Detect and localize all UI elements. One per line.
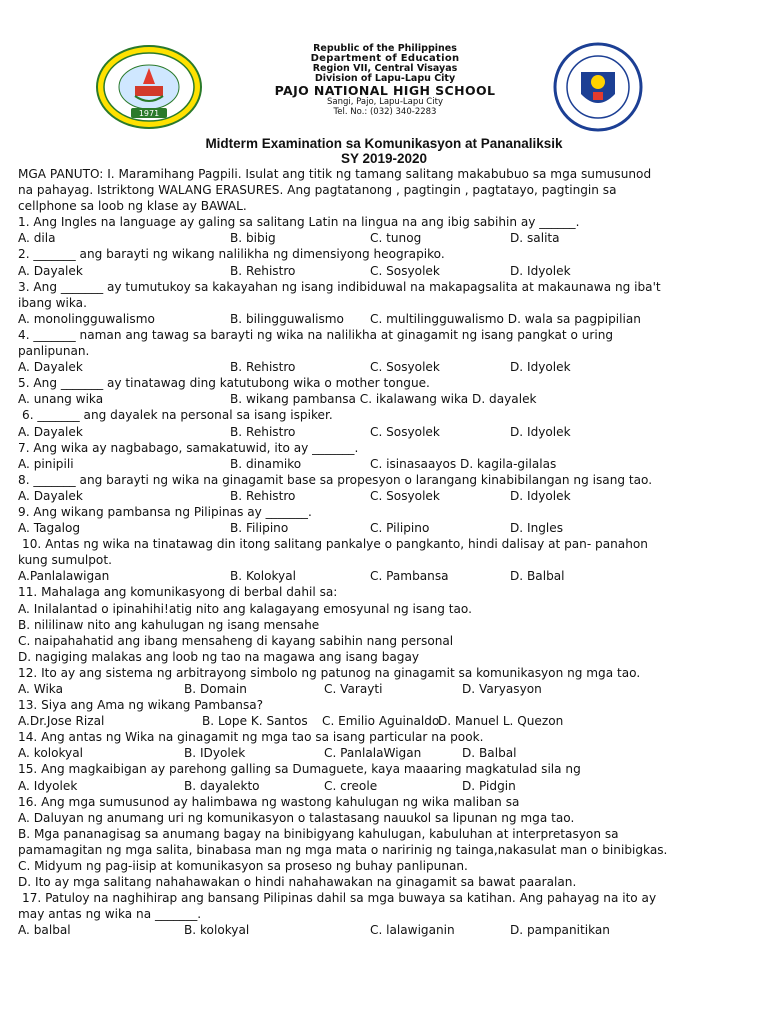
instructions-line: MGA PANUTO: I. Maramihang Pagpili. Isulat ang titik ng tamang salitang makabubuo sa mga sumusunod <box>18 167 652 181</box>
option-b: B. Rehistro <box>230 263 296 278</box>
deped-seal-icon <box>553 42 643 132</box>
option-b: B. Filipino <box>230 521 289 536</box>
question-17: 17. Patuloy na naghihirap ang bansang Pilipinas dahil sa mga buwaya sa katihan. Ang pahayag na ito ay <box>22 891 657 906</box>
exam-title: Midterm Examination sa Komunikasyon at Pananaliksik <box>205 136 563 151</box>
question-13: 13. Siya ang Ama ng wikang Pambansa? <box>18 698 264 713</box>
options-6 <box>18 424 758 440</box>
question-9: 9. Ang wikang pambansa ng Pilipinas ay _______. <box>18 504 312 519</box>
school-address: Sangi, Pajo, Lapu-Lapu City <box>327 97 443 107</box>
svg-text:1971: 1971 <box>138 109 160 118</box>
option-b: B. kolokyal <box>184 923 250 938</box>
options-15 <box>18 778 758 794</box>
school-tel: Tel. No.: (032) 340-2283 <box>333 107 437 117</box>
option-a: A. Dayalek <box>18 488 83 503</box>
option-c-d: C. multilingguwalismo D. wala sa pagpipilian <box>370 311 641 326</box>
option-d: D. Ingles <box>510 521 564 536</box>
option-d: D. Manuel L. Quezon <box>438 714 564 729</box>
options-1 <box>18 230 758 246</box>
option-b: B. IDyolek <box>184 746 246 761</box>
question-12: 12. Ito ay ang sistema ng arbitrayong simbolo ng patunog na ginagamit sa komunikasyon ng mga tao. <box>18 665 641 680</box>
option-d: D. Pidgin <box>462 778 516 793</box>
question-3-cont: ibang wika. <box>18 295 87 310</box>
question-10: 10. Antas ng wika na tinatawag din itong salitang pankalye o pangkanto, hindi dalisay at pan- panahon <box>22 537 648 552</box>
options-13 <box>18 713 758 729</box>
option-a: A. pinipili <box>18 456 74 471</box>
question-17-cont: may antas ng wika na _______. <box>18 907 202 922</box>
region-line: Region VII, Central Visayas <box>312 63 458 74</box>
options-9 <box>18 520 758 536</box>
question-16: 16. Ang mga sumusunod ay halimbawa ng wastong kahulugan ng wika maliban sa <box>18 794 520 809</box>
question-14: 14. Ang antas ng Wika na ginagamit ng mga tao sa isang particular na pook. <box>18 730 484 745</box>
option-b: B. Kolokyal <box>230 569 296 584</box>
options-12 <box>18 681 758 697</box>
school-seal-icon <box>95 44 203 130</box>
republic-line: Republic of the Philippines <box>313 43 457 54</box>
option-c-d: C. isinasaayos D. kagila-gilalas <box>370 456 557 471</box>
option-c: C. Sosyolek <box>370 263 440 278</box>
option-c: C. Pambansa <box>370 569 449 584</box>
option-c: C. PanlalaWigan <box>324 746 422 761</box>
option-b: B. bibig <box>230 231 276 246</box>
option-a: A. kolokyal <box>18 746 83 761</box>
option-a: A. Idyolek <box>18 778 78 793</box>
instructions-line: cellphone sa loob ng klase ay BAWAL. <box>18 199 247 214</box>
option-d: D. Varyasyon <box>462 682 542 696</box>
option-c: C. Sosyolek <box>370 424 440 439</box>
option-c: C. lalawiganin <box>370 923 455 938</box>
option-b-cont: pamamagitan ng mga salita, binabasa man ng mga mata o naririnig ng tainga,nakasulat man o binibigkas. <box>18 842 668 857</box>
option-a: A. Wika <box>18 682 64 696</box>
options-2 <box>18 263 758 279</box>
option-c: C. Emilio Aguinaldo <box>322 714 440 729</box>
options-14 <box>18 745 758 761</box>
option-b: B. Rehistro <box>230 424 296 439</box>
option-a: A. monolingguwalismo <box>18 311 155 326</box>
option-a: A.Dr.Jose Rizal <box>18 714 105 729</box>
option-a: A. balbal <box>18 923 71 938</box>
option-a: A. Dayalek <box>18 263 83 278</box>
question-3: 3. Ang _______ ay tumutukoy sa kakayahan ng isang indibiduwal na makapagsalita at makaunawa ng iba't <box>18 279 661 294</box>
option-c: C. Midyum ng pag-iisip at komunikasyon sa proseso ng buhay panlipunan. <box>18 859 468 874</box>
option-a: A. Daluyan ng anumang uri ng komunikasyon o talastasang nauukol sa lipunan ng mga tao. <box>18 810 575 825</box>
option-d: D. pampanitikan <box>510 923 610 938</box>
question-4: 4. _______ naman ang tawag sa barayti ng wika na nalilikha at ginagamit ng isang pangkat o uring <box>18 327 614 342</box>
option-b: B. dayalekto <box>184 778 260 793</box>
question-10-cont: kung sumulpot. <box>18 553 112 568</box>
question-7: 7. Ang wika ay nagbabago, samakatuwid, ito ay _______. <box>18 440 359 455</box>
option-a: A. dila <box>18 231 56 246</box>
option-c: C. Sosyolek <box>370 360 440 375</box>
option-d: D. Idyolek <box>510 263 571 278</box>
option-c: C. creole <box>324 778 378 793</box>
question-2: 2. _______ ang barayti ng wikang nalilikha ng dimensiyong heograpiko. <box>18 247 445 262</box>
options-3 <box>18 311 758 327</box>
option-a: A. Dayalek <box>18 424 83 439</box>
question-1: 1. Ang Ingles na language ay galing sa salitang Latin na lingua na ang ibig sabihin ay ______. <box>18 215 580 230</box>
options-10 <box>18 568 758 584</box>
option-d: D. Idyolek <box>510 424 571 439</box>
option-a: A. Dayalek <box>18 360 83 375</box>
option-d: D. Idyolek <box>510 488 571 503</box>
option-b-c-d: B. wikang pambansa C. ikalawang wika D. dayalek <box>230 392 537 407</box>
options-7 <box>18 456 758 472</box>
options-5 <box>18 391 758 407</box>
option-d: D. salita <box>510 231 560 246</box>
school-name: PAJO NATIONAL HIGH SCHOOL <box>274 83 496 98</box>
question-6: 6. _______ ang dayalek na personal sa isang ispiker. <box>22 408 333 423</box>
instructions-line: na pahayag. Istriktong WALANG ERASURES. Ang pagtatanong , pagtingin , pagtatayo, pagtingin sa <box>18 183 617 198</box>
option-b: B. Rehistro <box>230 488 296 503</box>
department-line: Department of Education <box>310 53 460 64</box>
option-b: B. bilingguwalismo <box>230 311 344 326</box>
option-a: A. unang wika <box>18 392 104 407</box>
question-8: 8. _______ ang barayti ng wika na ginagamit base sa propesyon o larangang kinabibilangan ng isang tao. <box>18 472 653 487</box>
option-a: A.Panlalawigan <box>18 569 110 584</box>
exam-body <box>18 166 758 939</box>
option-d: D. nagiging malakas ang loob ng tao na magawa ang isang bagay <box>18 649 420 664</box>
school-year: SY 2019-2020 <box>340 151 428 166</box>
question-5: 5. Ang _______ ay tinatawag ding katutubong wika o mother tongue. <box>18 376 430 391</box>
question-4-cont: panlipunan. <box>18 344 90 359</box>
option-b: B. nililinaw nito ang kahulugan ng isang mensahe <box>18 617 320 632</box>
option-a: A. Tagalog <box>18 521 81 536</box>
options-4 <box>18 359 758 375</box>
division-line: Division of Lapu-Lapu City <box>314 73 456 84</box>
option-d: D. Idyolek <box>510 360 571 375</box>
option-d: D. Balbal <box>510 569 565 584</box>
option-b: B. Mga pananagisag sa anumang bagay na binibigyang kahulugan, kabuluhan at interpretasyon sa <box>18 826 619 841</box>
option-b: B. Rehistro <box>230 360 296 375</box>
options-8 <box>18 488 758 504</box>
option-b: B. Lope K. Santos <box>202 714 308 729</box>
option-a: A. Inilalantad o ipinahihi!atig nito ang kalagayang emosyunal ng isang tao. <box>18 601 472 616</box>
option-c: C. Pilipino <box>370 521 430 536</box>
option-c: C. Varayti <box>324 682 383 696</box>
option-d: D. Balbal <box>462 746 517 761</box>
option-b: B. Domain <box>184 682 247 696</box>
letterhead <box>230 44 540 117</box>
option-b: B. dinamiko <box>230 456 302 471</box>
option-d: D. Ito ay mga salitang nahahawakan o hindi nahahawakan na ginagamit sa bawat paaralan. <box>18 875 577 890</box>
option-c: C. Sosyolek <box>370 488 440 503</box>
question-11: 11. Mahalaga ang komunikasyong di berbal dahil sa: <box>18 585 338 600</box>
option-c: C. naipahahatid ang ibang mensaheng di kayang sabihin nang personal <box>18 633 454 648</box>
options-17 <box>18 922 758 938</box>
option-c: C. tunog <box>370 231 422 246</box>
question-15: 15. Ang magkaibigan ay parehong galling sa Dumaguete, kaya maaaring magkatulad sila ng <box>18 762 581 777</box>
